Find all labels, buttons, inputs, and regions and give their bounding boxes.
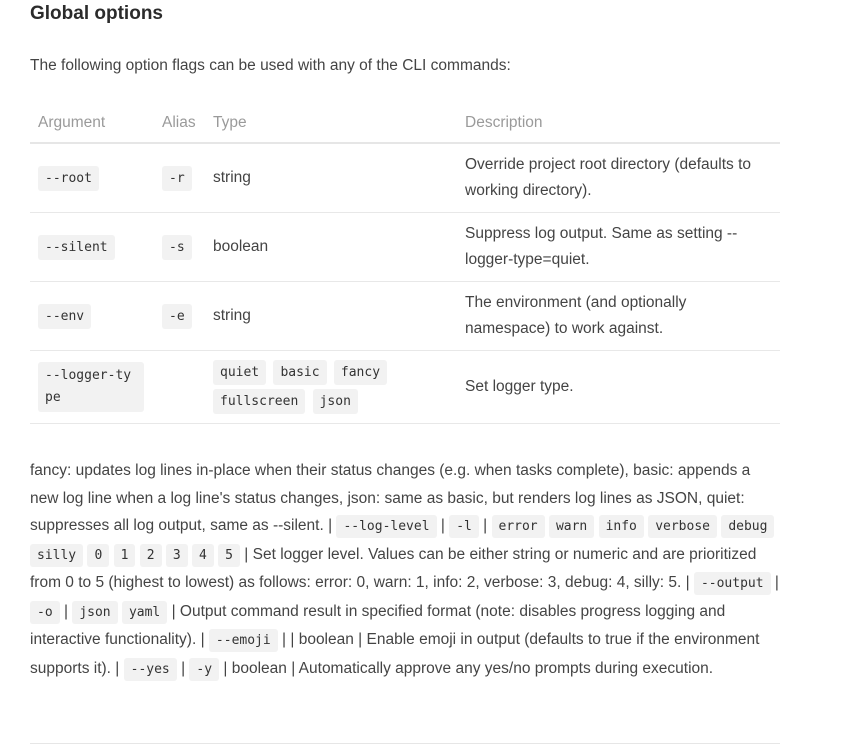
separator-text: | xyxy=(483,517,488,534)
log-level-code: 1 xyxy=(114,544,136,567)
argument-cell xyxy=(30,282,154,351)
alias-cell xyxy=(154,351,205,424)
log-level-code: debug xyxy=(721,515,774,538)
notes-text: | boolean | Automatically approve any yes/no prompts during execution. xyxy=(223,659,714,677)
description-cell: The environment (and optionally namespace) to work against. xyxy=(457,282,780,351)
separator-text: | xyxy=(774,574,779,591)
table-row xyxy=(30,351,780,424)
notes-paragraph xyxy=(30,457,782,683)
log-level-code: verbose xyxy=(648,515,717,538)
option-code: -l xyxy=(449,515,479,538)
argument-code: --root xyxy=(38,166,99,191)
description-cell: Override project root directory (defaults to working directory). xyxy=(457,143,780,213)
header-type: Type xyxy=(205,104,457,143)
description-cell: Suppress log output. Same as setting --logger-type=quiet. xyxy=(457,213,780,282)
argument-code: --env xyxy=(38,304,91,329)
type-cell: string xyxy=(205,143,457,213)
alias-code: -s xyxy=(162,235,192,260)
log-level-code: 4 xyxy=(192,544,214,567)
log-level-code: 0 xyxy=(87,544,109,567)
option-code: --output xyxy=(694,572,771,595)
argument-cell xyxy=(30,351,154,424)
section-divider xyxy=(30,743,780,744)
type-options-cell xyxy=(205,351,457,424)
notes-text: | Set logger level. Values can be either string or numeric and are prioritized from 0 to 5 (highest to lowest) as follows: error: 0, warn: 1, info: 2, verbose: 3, debug: 4, silly: 5. | xyxy=(30,545,757,591)
type-cell: string xyxy=(205,282,457,351)
table-row xyxy=(30,213,780,282)
type-option-code: basic xyxy=(273,360,326,385)
intro-text: The following option flags can be used with any of the CLI commands: xyxy=(30,57,511,74)
description-cell: Set logger type. xyxy=(457,351,780,424)
argument-cell xyxy=(30,143,154,213)
log-level-code: 3 xyxy=(166,544,188,567)
log-level-code: error xyxy=(492,515,545,538)
type-cell: boolean xyxy=(205,213,457,282)
option-code: --log-level xyxy=(336,515,436,538)
table-row xyxy=(30,143,780,213)
notes-text: fancy: updates log lines in-place when their status changes (e.g. when tasks complete), basic: appends a new log line when a log line's status changes, json: same as basic, but renders log lines as JSON, quiet: suppresses all log output, same as --silent. | xyxy=(30,462,751,534)
alias-cell xyxy=(154,143,205,213)
option-code: --yes xyxy=(124,658,177,681)
separator-text: | xyxy=(181,659,186,677)
header-alias: Alias xyxy=(154,104,205,143)
log-level-code: warn xyxy=(549,515,594,538)
section-title: Global options xyxy=(30,3,163,24)
table-row xyxy=(30,282,780,351)
type-option-code: fullscreen xyxy=(213,389,305,414)
alias-code: -e xyxy=(162,304,192,329)
log-level-code: info xyxy=(599,515,644,538)
argument-cell xyxy=(30,213,154,282)
alias-cell xyxy=(154,213,205,282)
argument-code: --silent xyxy=(38,235,115,260)
header-description: Description xyxy=(457,104,780,143)
log-level-code: silly xyxy=(30,544,83,567)
notes-text: | Output command result in specified format (note: disables progress logging and interactive functionality). | xyxy=(30,602,726,648)
type-option-code: json xyxy=(313,389,358,414)
log-level-code: 2 xyxy=(140,544,162,567)
type-option-code: quiet xyxy=(213,360,266,385)
options-table xyxy=(30,104,780,424)
table-header-row xyxy=(30,104,780,143)
notes-text: | | boolean | Enable emoji in output (defaults to true if the environment supports it). | xyxy=(30,631,760,677)
log-level-code: 5 xyxy=(218,544,240,567)
option-code: -o xyxy=(30,601,60,624)
alias-cell xyxy=(154,282,205,351)
alias-code: -r xyxy=(162,166,192,191)
separator-text: | xyxy=(440,517,445,534)
type-option-code: fancy xyxy=(334,360,387,385)
separator-text: | xyxy=(63,602,68,620)
option-code: -y xyxy=(189,658,219,681)
output-format-code: yaml xyxy=(122,601,167,624)
header-argument: Argument xyxy=(30,104,154,143)
output-format-code: json xyxy=(72,601,117,624)
argument-code: --logger-type xyxy=(38,362,144,412)
option-code: --emoji xyxy=(209,629,278,652)
